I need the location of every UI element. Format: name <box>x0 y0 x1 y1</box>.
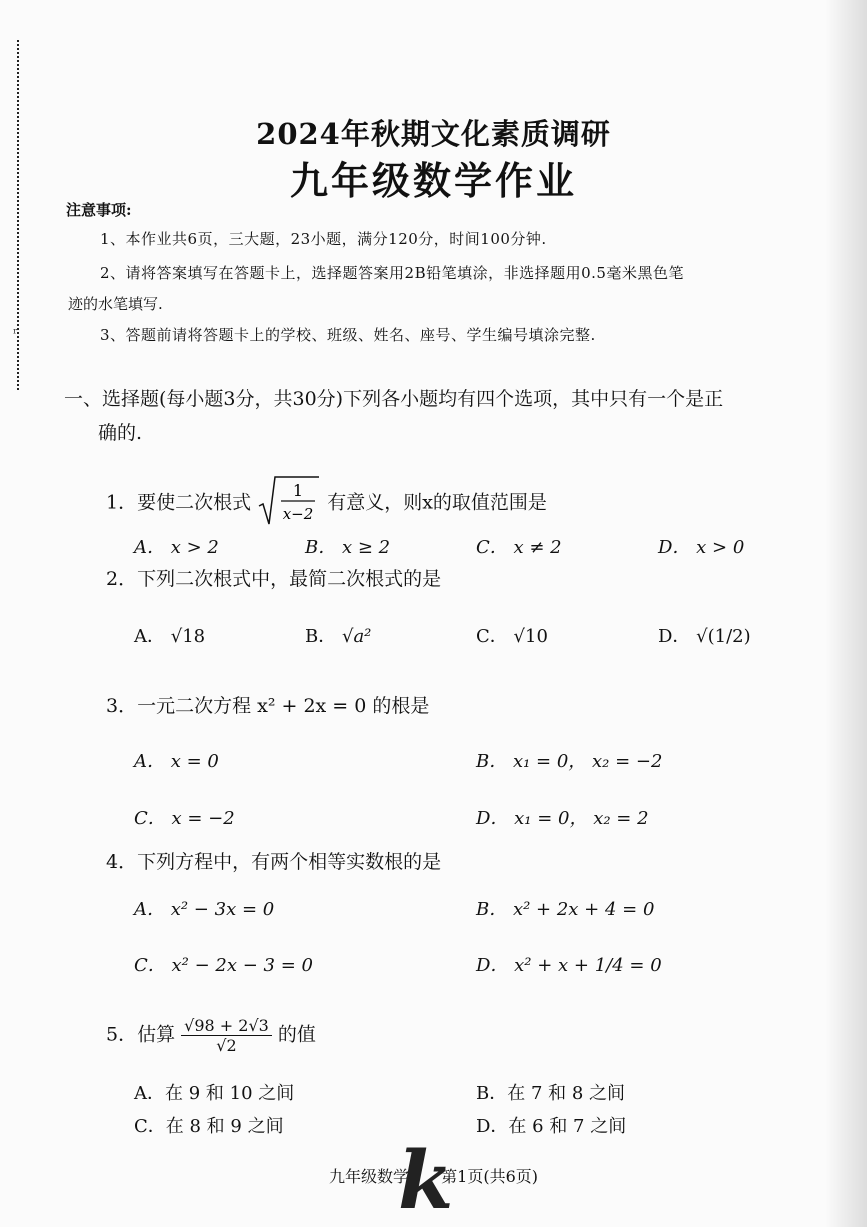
question-1-radicand-den: x−2 <box>282 505 314 523</box>
question-2-radical-d: √(1/2) <box>696 626 751 647</box>
question-5-option-a: A．在 9 和 10 之间 <box>134 1083 295 1104</box>
question-2-option-a-label: A． <box>134 626 165 647</box>
question-1 <box>106 474 547 533</box>
question-2-option-b <box>305 622 371 648</box>
question-4-option-a: A． x² − 3x = 0 <box>134 899 275 920</box>
question-5-option-b: B．在 7 和 8 之间 <box>476 1083 626 1104</box>
note-item-1: 1、本作业共6页，三大题，23小题，满分120分，时间100分钟. <box>100 230 547 248</box>
question-2-radical-c: √10 <box>513 626 548 647</box>
question-2-option-c-label: C． <box>476 626 508 647</box>
radical-sign-icon <box>257 474 321 528</box>
question-1-option-d: D． x > 0 <box>658 537 745 558</box>
question-4-option-b: B． x² + 2x + 4 = 0 <box>476 899 655 920</box>
question-2-option-b-label: B． <box>305 626 337 647</box>
footer-subject: 九年级数学 <box>328 1167 409 1186</box>
footer-page-number: 第1页(共6页) <box>441 1167 539 1186</box>
question-5-option-d: D．在 6 和 7 之间 <box>476 1116 627 1137</box>
section-1-heading-line2: 确的. <box>98 422 143 444</box>
question-3-option-c: C． x = −2 <box>134 808 235 829</box>
question-2-option-a <box>134 622 205 648</box>
question-5-denominator: √2 <box>216 1036 237 1055</box>
question-1-stem-post: 有意义，则x的取值范围是 <box>327 491 547 514</box>
question-2-radical-a: √18 <box>170 626 206 647</box>
question-3-option-d: D． x₁ = 0， x₂ = 2 <box>476 808 649 829</box>
note-item-2: 2、请将答案填写在答题卡上，选择题答案用2B铅笔填涂，非选择题用0.5毫米黑色笔 <box>100 264 684 282</box>
question-5 <box>106 1016 316 1055</box>
note-item-2-cont: 迹的水笔填写. <box>68 295 163 313</box>
question-1-option-a: A． x > 2 <box>134 537 219 558</box>
question-2-option-c <box>476 622 548 648</box>
question-4-option-c: C． x² − 2x − 3 = 0 <box>134 955 313 976</box>
question-2-option-d <box>658 622 751 648</box>
question-1-option-b: B． x ≥ 2 <box>305 537 391 558</box>
question-1-radical <box>257 474 321 533</box>
question-1-radicand-num: 1 <box>293 481 304 500</box>
question-3-stem: 3．一元二次方程 x² + 2x = 0 的根是 <box>106 695 430 717</box>
question-5-stem-pre: 5．估算 <box>106 1023 176 1046</box>
question-4-stem: 4．下列方程中，有两个相等实数根的是 <box>106 851 442 873</box>
question-3-option-a: A． x = 0 <box>134 751 219 772</box>
question-5-numerator: √98 + 2√3 <box>181 1016 272 1036</box>
question-5-stem-post: 的值 <box>277 1023 316 1046</box>
section-1-heading-line1: 一、选择题(每小题3分，共30分)下列各小题均有四个选项，其中只有一个是正 <box>64 388 724 410</box>
exam-title-line2: 九年级数学作业 <box>289 158 577 203</box>
notes-title: 注意事项: <box>66 201 132 219</box>
note-item-3: 3、答题前请将答题卡上的学校、班级、姓名、座号、学生编号填涂完整. <box>100 326 596 344</box>
question-5-option-c: C．在 8 和 9 之间 <box>134 1116 284 1137</box>
exam-title-line1: 2024年秋期文化素质调研 <box>256 117 611 151</box>
question-1-stem-pre: 1．要使二次根式 <box>106 491 252 514</box>
question-3-option-b: B． x₁ = 0， x₂ = −2 <box>476 751 663 772</box>
question-1-option-c: C． x ≠ 2 <box>476 537 562 558</box>
handwritten-k-mark: k <box>398 1133 454 1227</box>
question-2-radical-b: √a² <box>341 626 372 647</box>
section-1-heading <box>64 382 794 450</box>
question-4-option-d: D． x² + x + 1/4 = 0 <box>476 955 662 976</box>
question-2-stem: 2．下列二次根式中，最简二次根式的是 <box>106 568 442 590</box>
binding-mark: ʳ <box>13 326 18 342</box>
question-2-option-d-label: D． <box>658 626 691 647</box>
question-5-fraction <box>181 1016 272 1055</box>
